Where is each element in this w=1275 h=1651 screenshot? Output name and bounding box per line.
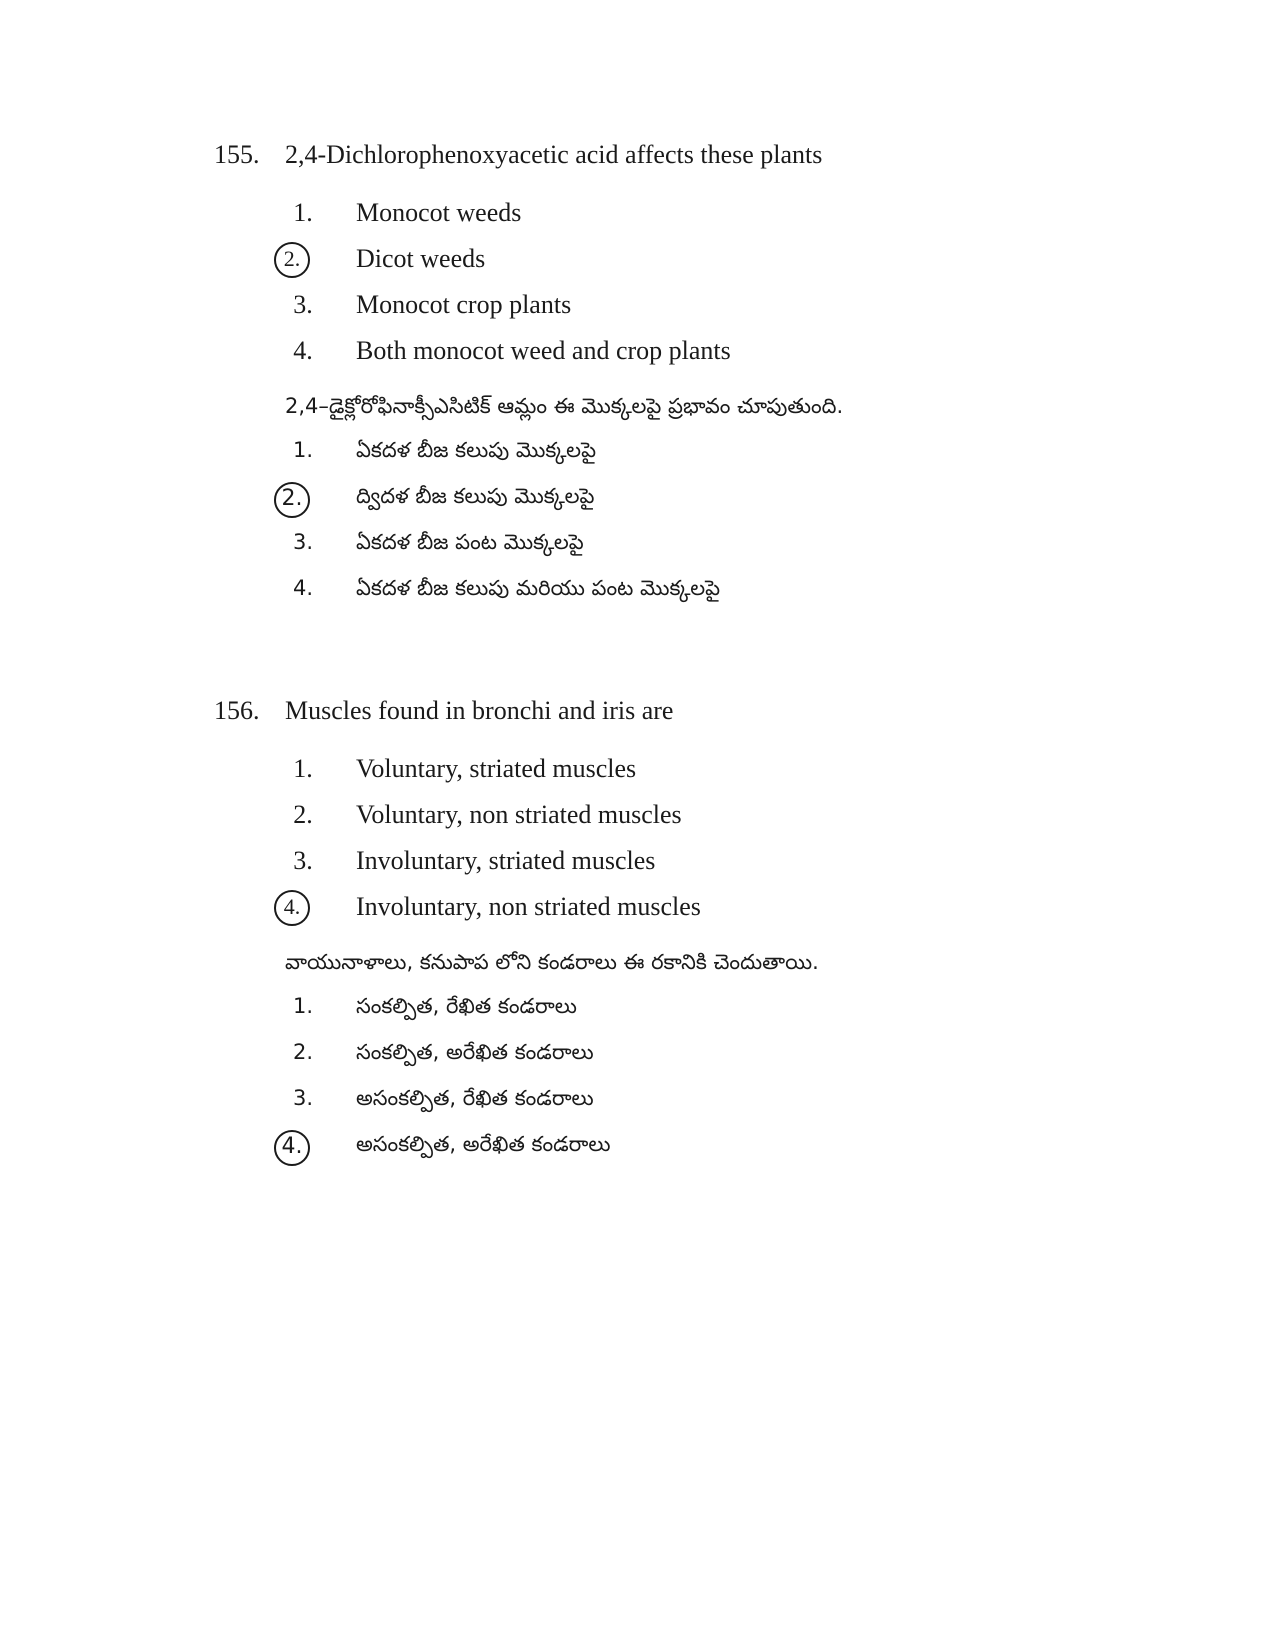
option-number: 3. bbox=[292, 530, 314, 554]
option-en-1 bbox=[214, 754, 1114, 800]
option-text: Voluntary, striated muscles bbox=[356, 754, 637, 783]
option-number: 2. bbox=[292, 1040, 314, 1064]
question-stem-en bbox=[214, 140, 1114, 180]
option-number: 1. bbox=[292, 994, 314, 1018]
option-text: అసంకల్పిత, రేఖిత కండరాలు bbox=[356, 1086, 594, 1110]
option-text: సంకల్పిత, అరేఖిత కండరాలు bbox=[356, 1040, 594, 1064]
question-number: 155. bbox=[214, 140, 260, 169]
option-en-3 bbox=[214, 290, 1114, 336]
question-stem-en bbox=[214, 696, 1114, 736]
option-text: సంకల్పిత, రేఖిత కండరాలు bbox=[356, 994, 577, 1018]
option-te-1 bbox=[214, 994, 1114, 1040]
option-text: Monocot weeds bbox=[356, 198, 522, 227]
option-number: 3. bbox=[293, 846, 313, 875]
question-text-te: 2,4–డైక్లోరోఫినాక్సీఎసిటిక్ ఆమ్లం ఈ మొక్కలపై ప్రభావం చూపుతుంది. bbox=[285, 394, 844, 418]
question-text-te: వాయునాళాలు, కనుపాప లోని కండరాలు ఈ రకానికి చెందుతాయి. bbox=[285, 950, 819, 974]
circled-answer-marker: 2. bbox=[274, 482, 310, 518]
option-te-2 bbox=[214, 1040, 1114, 1086]
option-en-3 bbox=[214, 846, 1114, 892]
option-te-4 bbox=[214, 1132, 1114, 1178]
option-te-4 bbox=[214, 576, 1114, 622]
option-number: 1. bbox=[293, 198, 313, 227]
option-text: అసంకల్పిత, అరేఖిత కండరాలు bbox=[356, 1132, 611, 1156]
option-text: Dicot weeds bbox=[356, 244, 486, 273]
option-te-3 bbox=[214, 530, 1114, 576]
question-text-en: 2,4-Dichlorophenoxyacetic acid affects these plants bbox=[285, 140, 823, 169]
option-number: 3. bbox=[293, 290, 313, 319]
option-en-4 bbox=[214, 892, 1114, 938]
option-en-4 bbox=[214, 336, 1114, 382]
option-number: 3. bbox=[292, 1086, 314, 1110]
circled-answer-marker: 4. bbox=[274, 890, 310, 926]
option-te-3 bbox=[214, 1086, 1114, 1132]
question-155 bbox=[214, 140, 1114, 622]
option-number: 1. bbox=[292, 438, 314, 462]
question-number: 156. bbox=[214, 696, 260, 725]
question-text-en: Muscles found in bronchi and iris are bbox=[285, 696, 674, 725]
option-text: ఏకదళ బీజ కలుపు మరియు పంట మొక్కలపై bbox=[356, 576, 721, 600]
option-text: Involuntary, striated muscles bbox=[356, 846, 656, 875]
option-number: 4. bbox=[292, 576, 314, 600]
option-te-1 bbox=[214, 438, 1114, 484]
option-number: 2. bbox=[293, 800, 313, 829]
option-text: ఏకదళ బీజ కలుపు మొక్కలపై bbox=[356, 438, 596, 462]
option-text: Involuntary, non striated muscles bbox=[356, 892, 701, 921]
option-text: Both monocot weed and crop plants bbox=[356, 336, 731, 365]
option-text: Voluntary, non striated muscles bbox=[356, 800, 682, 829]
question-156 bbox=[214, 696, 1114, 1178]
option-text: ఏకదళ బీజ పంట మొక్కలపై bbox=[356, 530, 584, 554]
option-te-2 bbox=[214, 484, 1114, 530]
circled-answer-marker: 4. bbox=[274, 1130, 310, 1166]
option-number: 4. bbox=[293, 336, 313, 365]
option-en-1 bbox=[214, 198, 1114, 244]
circled-answer-marker: 2. bbox=[274, 242, 310, 278]
option-en-2 bbox=[214, 244, 1114, 290]
option-en-2 bbox=[214, 800, 1114, 846]
option-number: 1. bbox=[293, 754, 313, 783]
option-text: ద్విదళ బీజ కలుపు మొక్కలపై bbox=[356, 484, 595, 508]
option-text: Monocot crop plants bbox=[356, 290, 572, 319]
